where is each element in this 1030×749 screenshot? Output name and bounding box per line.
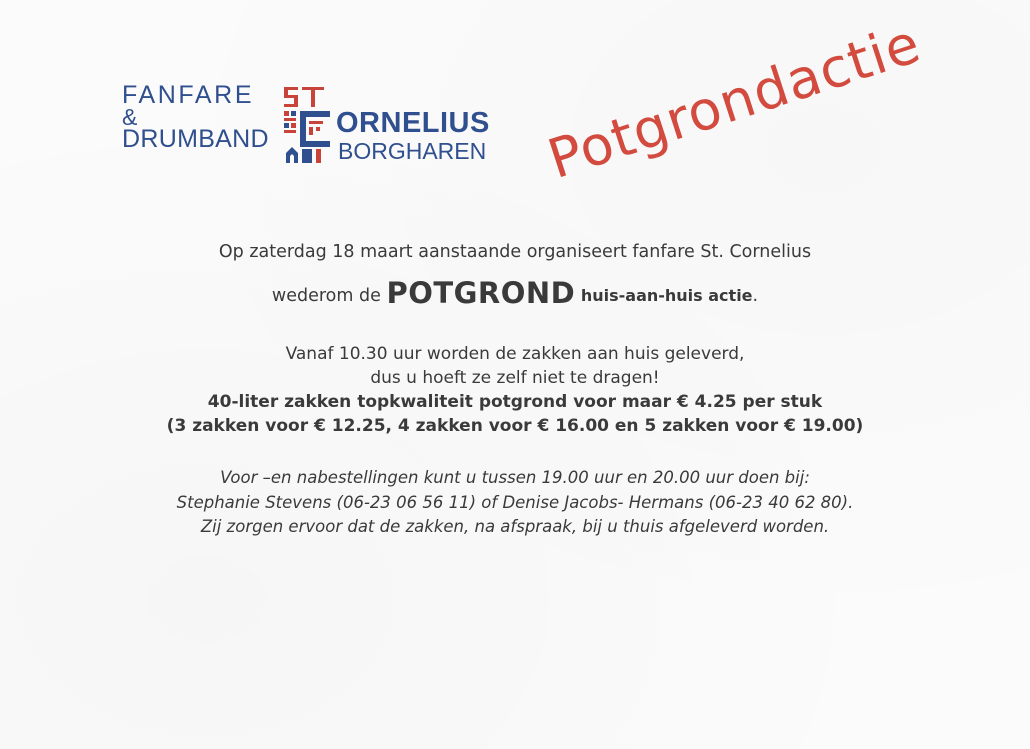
logo-left-text — [122, 83, 269, 151]
potgrond-highlight: POTGROND — [386, 276, 576, 310]
logo-drumband: DRUMBAND — [122, 125, 269, 153]
st-cornelius-emblem-icon — [282, 83, 336, 167]
logo-cornelius: ORNELIUS — [336, 107, 490, 139]
club-logo — [122, 83, 512, 173]
delivery-line-1: Vanaf 10.30 uur worden de zakken aan huis geleverd, — [285, 344, 745, 364]
orders-line-1: Voor –en nabestellingen kunt u tussen 19.00 uur en 20.00 uur doen bij: — [220, 468, 810, 487]
intro-period: . — [752, 286, 759, 306]
logo-ampersand: & — [122, 104, 138, 130]
intro-line-2 — [0, 276, 1030, 310]
logo-right-text — [336, 108, 490, 164]
logo-borgharen: BORGHAREN — [338, 138, 487, 164]
intro-line-1: Op zaterdag 18 maart aanstaande organiseert fanfare St. Cornelius — [218, 242, 812, 262]
delivery-paragraph — [0, 342, 1030, 438]
delivery-line-2: dus u hoeft ze zelf niet te dragen! — [370, 368, 660, 388]
orders-line-3: Zij zorgen ervoor dat de zakken, na afspraak, bij u thuis afgeleverd worden. — [200, 517, 830, 536]
price-line: 40-liter zakken topkwaliteit potgrond voor maar € 4.25 per stuk — [207, 392, 823, 412]
logo-fanfare: FANFARE — [122, 81, 255, 109]
orders-paragraph — [0, 466, 1030, 540]
bulk-price-line: (3 zakken voor € 12.25, 4 zakken voor € 16.00 en 5 zakken voor € 19.00) — [166, 416, 864, 436]
action-name: huis-aan-huis actie — [580, 286, 753, 305]
orders-contacts: Stephanie Stevens (06-23 06 56 11) of Denise Jacobs- Hermans (06-23 40 62 80). — [176, 492, 854, 512]
intro-prefix: wederom de — [271, 286, 381, 306]
handwritten-title: Potgrondactie — [540, 11, 928, 192]
